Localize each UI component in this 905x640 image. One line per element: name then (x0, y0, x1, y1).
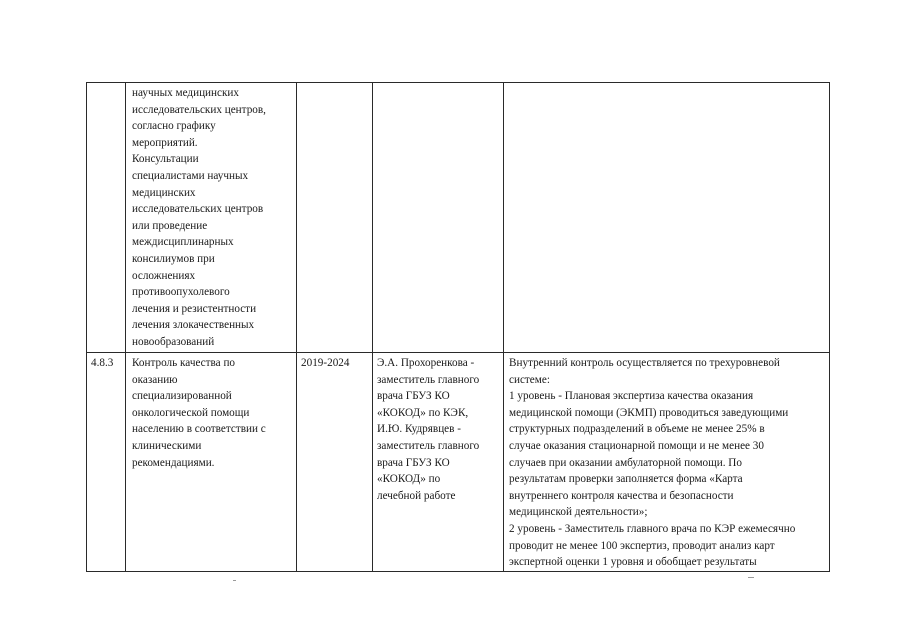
text-line: междисциплинарных (132, 236, 234, 249)
text-line: Внутренний контроль осуществляется по трехуровневой (509, 357, 780, 369)
table-row (87, 353, 830, 572)
text-line: Э.А. Прохоренкова - (377, 357, 475, 369)
text-line: рекомендациями. (132, 456, 215, 469)
text-line: согласно графику (132, 120, 216, 133)
text-line: исследовательских центров, (132, 103, 266, 116)
text-line: структурных подразделений в объеме не менее 25% в (509, 423, 765, 436)
text-line: медицинской деятельности»; (509, 506, 648, 519)
text-line: медицинских (132, 186, 196, 199)
text-line: лечения и резистентности (132, 302, 257, 315)
responsible-cell (373, 353, 504, 572)
text-line: проводит не менее 100 экспертиз, проводит анализ карт (509, 539, 775, 552)
text-line: И.Ю. Кудрявцев - (377, 423, 461, 436)
text-line: «КОКОД» по (377, 473, 441, 486)
row-number-cell (87, 83, 126, 353)
text-line: Консультации (132, 153, 199, 166)
text-line: заместитель главного (377, 439, 480, 452)
text-line: «КОКОД» по КЭК, (377, 406, 469, 419)
text-line: осложнениях (132, 269, 196, 282)
text-line: 1 уровень - Плановая экспертиза качества оказания (509, 390, 754, 403)
text-line: или проведение (132, 219, 208, 232)
text-line: населению в соответствии с (132, 423, 266, 436)
period-cell: 2019-2024 (297, 353, 373, 572)
text-line: специалистами научных (132, 169, 249, 182)
text-line: научных медицинских (132, 87, 240, 99)
text-line: результатам проверки заполняется форма «Карта (509, 473, 743, 486)
text-line: исследовательских центров (132, 203, 264, 216)
text-line: медицинской помощи (ЭКМП) проводиться заведующими (509, 406, 789, 419)
text-line: врача ГБУЗ КО (377, 456, 450, 469)
text-line: 2 уровень - Заместитель главного врача по КЭР ежемесячно (509, 522, 796, 535)
result-cell (504, 83, 830, 353)
period-cell (297, 83, 373, 353)
text-line: консилиумов при (132, 252, 215, 265)
text-line: клиническими (132, 439, 202, 452)
text-line: оказанию (132, 373, 178, 386)
text-line: системе: (509, 373, 550, 386)
scan-artifact (748, 577, 754, 578)
result-cell (504, 353, 830, 572)
text-line: онкологической помощи (132, 406, 250, 419)
text-line: лечения злокачественных (132, 319, 255, 332)
text-line: новообразований (132, 335, 215, 348)
text-line: противоопухолевого (132, 286, 230, 299)
text-line: врача ГБУЗ КО (377, 390, 450, 403)
scan-artifact (233, 580, 236, 581)
text-line: внутреннего контроля качества и безопасности (509, 489, 734, 502)
text-line: специализированной (132, 390, 232, 403)
text-line: случаев при оказании амбулаторной помощи. По (509, 456, 742, 469)
text-line: лечебной работе (377, 489, 456, 502)
table-row (87, 83, 830, 353)
responsible-cell (373, 83, 504, 353)
text-line: экспертной оценки 1 уровня и обобщает результаты (509, 556, 757, 569)
text-line: Контроль качества по (132, 357, 236, 369)
row-number-cell: 4.8.3 (87, 353, 126, 572)
action-cell (126, 83, 297, 353)
action-cell (126, 353, 297, 572)
text-line: случае оказания стационарной помощи и не менее 30 (509, 439, 764, 452)
plan-table (86, 82, 830, 572)
text-line: заместитель главного (377, 373, 480, 386)
text-line: мероприятий. (132, 136, 198, 149)
